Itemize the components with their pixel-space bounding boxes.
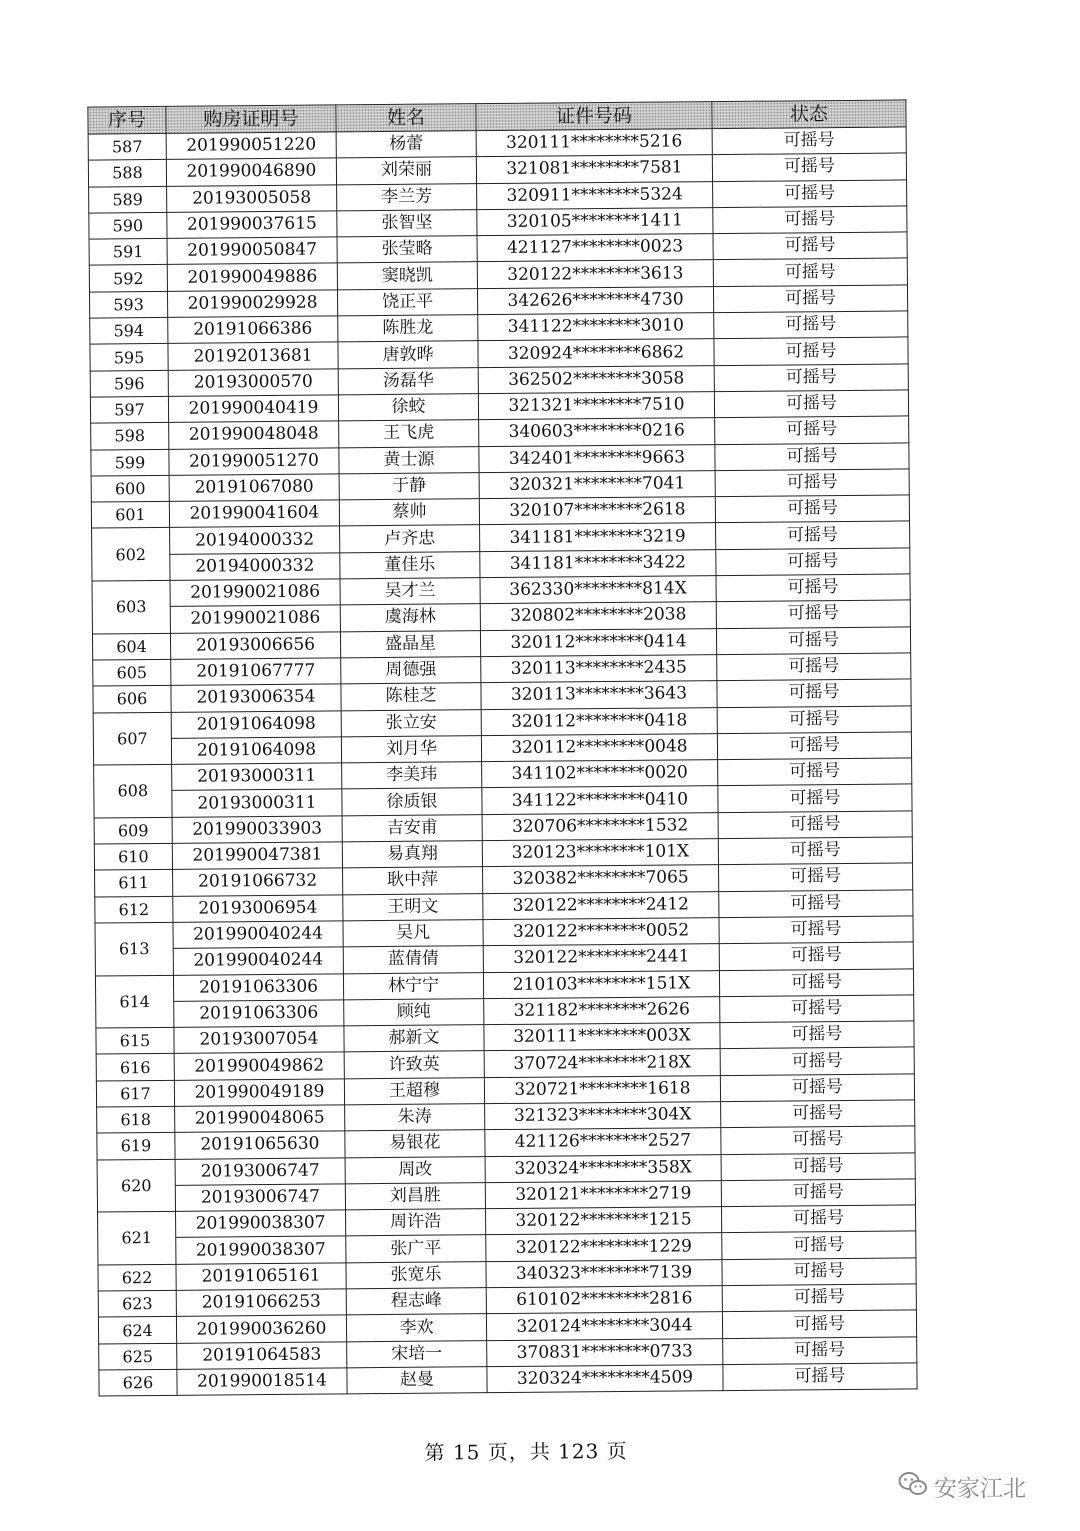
certificate-cell: 20193005058 [167,184,337,212]
table-body [88,127,917,1396]
status-cell: 可摇号 [714,337,908,365]
certificate-cell: 20191063306 [174,1000,344,1028]
status-cell: 可摇号 [715,442,909,470]
id-number-cell: 320113********2435 [481,655,717,683]
seq-cell: 614 [95,975,173,1028]
seq-cell: 606 [93,686,171,713]
name-cell: 王明文 [343,893,483,921]
status-cell: 可摇号 [723,1363,917,1391]
id-number-cell: 321321********7510 [478,392,714,420]
certificate-cell: 201990050847 [167,237,337,265]
status-cell: 可摇号 [720,995,914,1023]
id-number-cell: 341122********0410 [482,786,718,814]
id-number-cell: 370831********0733 [487,1338,723,1366]
status-cell: 可摇号 [720,1047,914,1075]
name-cell: 虞海林 [340,604,480,632]
name-cell: 董佳乐 [340,551,480,579]
status-cell: 可摇号 [721,1179,915,1207]
id-number-cell: 320122********0052 [483,918,719,946]
status-cell: 可摇号 [713,258,907,286]
certificate-cell: 20194000332 [170,553,340,581]
seq-cell: 601 [91,502,169,529]
id-number-cell: 321323********304X [485,1102,721,1130]
name-cell: 饶正平 [337,288,477,316]
certificate-cell: 201990049189 [174,1079,344,1107]
name-cell: 张广平 [346,1235,486,1263]
certificate-cell: 20191064583 [177,1342,347,1370]
status-cell: 可摇号 [713,206,907,234]
certificate-cell: 20191064098 [171,710,341,738]
id-number-cell: 362330********814X [480,576,716,604]
status-cell: 可摇号 [719,863,913,891]
seq-cell: 600 [91,475,169,502]
seq-cell: 616 [96,1054,174,1081]
status-cell: 可摇号 [716,574,910,602]
certificate-cell: 201990021086 [170,605,340,633]
id-number-cell: 320802********2038 [480,602,716,630]
status-cell: 可摇号 [713,180,907,208]
id-number-cell: 320111********003X [484,1023,720,1051]
status-cell: 可摇号 [715,495,909,523]
seq-cell: 618 [97,1106,175,1133]
name-cell: 张莹略 [337,236,477,264]
name-cell: 吴才兰 [340,578,480,606]
name-cell: 李兰芳 [337,183,477,211]
id-number-cell: 341181********3422 [480,549,716,577]
id-number-cell: 342401********9663 [479,444,715,472]
id-number-cell: 421126********2527 [485,1128,721,1156]
name-cell: 许致英 [344,1051,484,1079]
id-number-cell: 340603********0216 [479,418,715,446]
seq-cell: 605 [93,659,171,686]
certificate-cell: 20193006354 [171,684,341,712]
status-cell: 可摇号 [712,127,906,155]
name-cell: 吉安甫 [342,814,482,842]
seq-cell: 587 [88,133,166,160]
id-number-cell: 320123********101X [482,839,718,867]
seq-cell: 607 [93,712,171,765]
status-cell: 可摇号 [719,890,913,918]
name-cell: 蓝倩倩 [343,946,483,974]
seq-cell: 608 [94,764,172,817]
watermark-text: 安家江北 [934,1476,1026,1502]
seq-cell: 588 [88,160,166,187]
name-cell: 周许浩 [346,1209,486,1237]
certificate-cell: 201990038307 [176,1236,346,1264]
id-number-cell: 320924********6862 [478,339,714,367]
status-cell: 可摇号 [716,627,910,655]
certificate-cell: 20191066253 [176,1289,346,1317]
name-cell: 赵曼 [347,1367,487,1395]
certificate-cell: 20193006747 [175,1157,345,1185]
seq-cell: 603 [92,580,170,633]
name-cell: 王飞虎 [339,420,479,448]
id-number-cell: 421127********0023 [477,234,713,262]
name-cell: 顾纯 [344,998,484,1026]
certificate-cell: 201990040419 [168,395,338,423]
certificate-cell: 20191063306 [173,973,343,1001]
id-number-cell: 341122********3010 [478,313,714,341]
certificate-cell: 20193000311 [172,789,342,817]
status-cell: 可摇号 [718,784,912,812]
certificate-cell: 201990049886 [167,263,337,291]
seq-cell: 612 [95,896,173,923]
name-cell: 唐敦晔 [338,341,478,369]
name-cell: 王超穆 [344,1077,484,1105]
name-cell: 刘昌胜 [345,1183,485,1211]
status-cell: 可摇号 [721,1100,915,1128]
certificate-cell: 201990029928 [167,290,337,318]
certificate-cell: 20193006954 [173,894,343,922]
certificate-cell: 201990051270 [169,447,339,475]
status-cell: 可摇号 [712,153,906,181]
header-name: 姓名 [336,104,476,132]
name-cell: 张智坚 [337,210,477,238]
seq-cell: 597 [90,396,168,423]
status-cell: 可摇号 [720,1074,914,1102]
id-number-cell: 320721********1618 [484,1075,720,1103]
certificate-cell: 20193000570 [168,369,338,397]
certificate-cell: 201990037615 [167,211,337,239]
name-cell: 李美玮 [342,762,482,790]
certificate-cell: 20194000332 [170,526,340,554]
seq-cell: 596 [90,370,168,397]
status-cell: 可摇号 [713,285,907,313]
certificate-cell: 20191065630 [175,1131,345,1159]
certificate-cell: 20191066732 [173,868,343,896]
status-cell: 可摇号 [714,311,908,339]
seq-cell: 626 [99,1369,177,1396]
seq-cell: 598 [91,423,169,450]
header-id-number: 证件号码 [476,102,712,131]
certificate-cell: 201990033903 [172,816,342,844]
status-cell: 可摇号 [713,232,907,260]
seq-cell: 602 [92,528,170,581]
seq-cell: 594 [90,317,168,344]
name-cell: 卢齐忠 [340,525,480,553]
certificate-cell: 201990041604 [169,500,339,528]
status-cell: 可摇号 [718,758,912,786]
certificate-cell: 201990047381 [172,842,342,870]
certificate-cell: 201990036260 [176,1315,346,1343]
name-cell: 杨蕾 [336,131,476,159]
id-number-cell: 341181********3219 [480,523,716,551]
status-cell: 可摇号 [723,1337,917,1365]
status-cell: 可摇号 [718,811,912,839]
status-cell: 可摇号 [719,942,913,970]
status-cell: 可摇号 [717,732,911,760]
seq-cell: 615 [96,1027,174,1054]
name-cell: 李欢 [346,1314,486,1342]
seq-cell: 625 [99,1343,177,1370]
id-number-cell: 320112********0414 [480,628,716,656]
name-cell: 徐质银 [342,788,482,816]
name-cell: 林宁宁 [343,972,483,1000]
id-number-cell: 321182********2626 [484,996,720,1024]
id-number-cell: 320324********4509 [487,1365,723,1393]
name-cell: 窦晓凯 [337,262,477,290]
id-number-cell: 342626********4730 [477,286,713,314]
id-number-cell: 320324********358X [485,1154,721,1182]
id-number-cell: 610102********2816 [486,1286,722,1314]
id-number-cell: 320122********3613 [477,260,713,288]
id-number-cell: 210103********151X [483,970,719,998]
seq-cell: 589 [89,186,167,213]
certificate-cell: 20191067080 [169,474,339,502]
name-cell: 吴凡 [343,920,483,948]
certificate-cell: 201990018514 [177,1368,347,1396]
name-cell: 盛晶星 [340,630,480,658]
seq-cell: 604 [92,633,170,660]
id-number-cell: 321081********7581 [476,155,712,183]
name-cell: 张宽乐 [346,1261,486,1289]
seq-cell: 620 [97,1159,175,1212]
name-cell: 陈胜龙 [338,315,478,343]
status-cell: 可摇号 [716,600,910,628]
id-number-cell: 320911********5324 [477,181,713,209]
name-cell: 张立安 [341,709,481,737]
certificate-cell: 20193006656 [170,632,340,660]
id-number-cell: 341102********0020 [482,760,718,788]
status-cell: 可摇号 [721,1126,915,1154]
id-number-cell: 320121********2719 [485,1180,721,1208]
name-cell: 耿中萍 [343,867,483,895]
id-number-cell: 320112********0048 [481,733,717,761]
header-status: 状态 [712,100,906,129]
certificate-cell: 20193006747 [175,1184,345,1212]
id-number-cell: 320382********7065 [483,865,719,893]
status-cell: 可摇号 [715,469,909,497]
name-cell: 朱涛 [345,1104,485,1132]
certificate-cell: 201990046890 [166,158,336,186]
id-number-cell: 320321********7041 [479,470,715,498]
seq-cell: 617 [96,1080,174,1107]
name-cell: 蔡帅 [339,499,479,527]
id-number-cell: 320105********1411 [477,208,713,236]
status-cell: 可摇号 [721,1152,915,1180]
id-number-cell: 320122********1229 [486,1233,722,1261]
status-cell: 可摇号 [722,1310,916,1338]
seq-cell: 624 [98,1317,176,1344]
seq-cell: 609 [94,817,172,844]
status-cell: 可摇号 [719,968,913,996]
certificate-cell: 201990051220 [166,132,336,160]
status-cell: 可摇号 [722,1284,916,1312]
status-cell: 可摇号 [719,916,913,944]
status-cell: 可摇号 [716,521,910,549]
name-cell: 于静 [339,473,479,501]
certificate-cell: 201990040244 [173,947,343,975]
certificate-cell: 20191067777 [171,658,341,686]
status-cell: 可摇号 [722,1231,916,1259]
seq-cell: 599 [91,449,169,476]
id-number-cell: 320122********2441 [483,944,719,972]
name-cell: 黄士源 [339,446,479,474]
name-cell: 郝新文 [344,1025,484,1053]
applicant-table [87,99,917,1396]
status-cell: 可摇号 [714,390,908,418]
seq-cell: 622 [98,1264,176,1291]
certificate-cell: 201990038307 [176,1210,346,1238]
id-number-cell: 320112********0418 [481,707,717,735]
id-number-cell: 320124********3044 [486,1312,722,1340]
header-seq: 序号 [88,106,166,134]
id-number-cell: 320107********2618 [479,497,715,525]
name-cell: 汤磊华 [338,367,478,395]
id-number-cell: 340323********7139 [486,1259,722,1287]
id-number-cell: 320122********1215 [486,1207,722,1235]
seq-cell: 611 [95,870,173,897]
seq-cell: 619 [97,1133,175,1160]
seq-cell: 621 [98,1212,176,1265]
header-certificate-no: 购房证明号 [166,105,336,133]
name-cell: 周德强 [341,657,481,685]
certificate-cell: 20191064098 [171,737,341,765]
status-cell: 可摇号 [720,1021,914,1049]
name-cell: 周改 [345,1156,485,1184]
id-number-cell: 320111********5216 [476,129,712,157]
certificate-cell: 201990048065 [175,1105,345,1133]
seq-cell: 591 [89,239,167,266]
seq-cell: 590 [89,212,167,239]
status-cell: 可摇号 [718,837,912,865]
seq-cell: 623 [98,1290,176,1317]
certificate-cell: 201990049862 [174,1052,344,1080]
name-cell: 易真翔 [342,841,482,869]
status-cell: 可摇号 [721,1205,915,1233]
name-cell: 程志峰 [346,1288,486,1316]
seq-cell: 610 [94,843,172,870]
certificate-cell: 201990040244 [173,921,343,949]
id-number-cell: 320122********2412 [483,891,719,919]
wechat-icon [898,1471,928,1503]
certificate-cell: 20191065161 [176,1263,346,1291]
name-cell: 徐蛟 [338,394,478,422]
id-number-cell: 362502********3058 [478,365,714,393]
status-cell: 可摇号 [722,1258,916,1286]
certificate-cell: 20193007054 [174,1026,344,1054]
name-cell: 陈桂芝 [341,683,481,711]
certificate-cell: 20192013681 [168,342,338,370]
name-cell: 易银花 [345,1130,485,1158]
status-cell: 可摇号 [717,653,911,681]
name-cell: 刘荣丽 [336,157,476,185]
status-cell: 可摇号 [714,364,908,392]
status-cell: 可摇号 [717,679,911,707]
certificate-cell: 201990021086 [170,579,340,607]
certificate-cell: 20193000311 [172,763,342,791]
page-number: 第 15 页，共 123 页 [424,1438,628,1465]
seq-cell: 613 [95,922,173,975]
certificate-cell: 20191066386 [168,316,338,344]
id-number-cell: 370724********218X [484,1049,720,1077]
name-cell: 刘月华 [341,735,481,763]
seq-cell: 595 [90,344,168,371]
status-cell: 可摇号 [715,416,909,444]
seq-cell: 593 [89,291,167,318]
seq-cell: 592 [89,265,167,292]
watermark [898,1470,1026,1503]
certificate-cell: 201990048048 [169,421,339,449]
name-cell: 宋培一 [347,1340,487,1368]
status-cell: 可摇号 [717,705,911,733]
status-cell: 可摇号 [716,548,910,576]
id-number-cell: 320113********3643 [481,681,717,709]
id-number-cell: 320706********1532 [482,812,718,840]
